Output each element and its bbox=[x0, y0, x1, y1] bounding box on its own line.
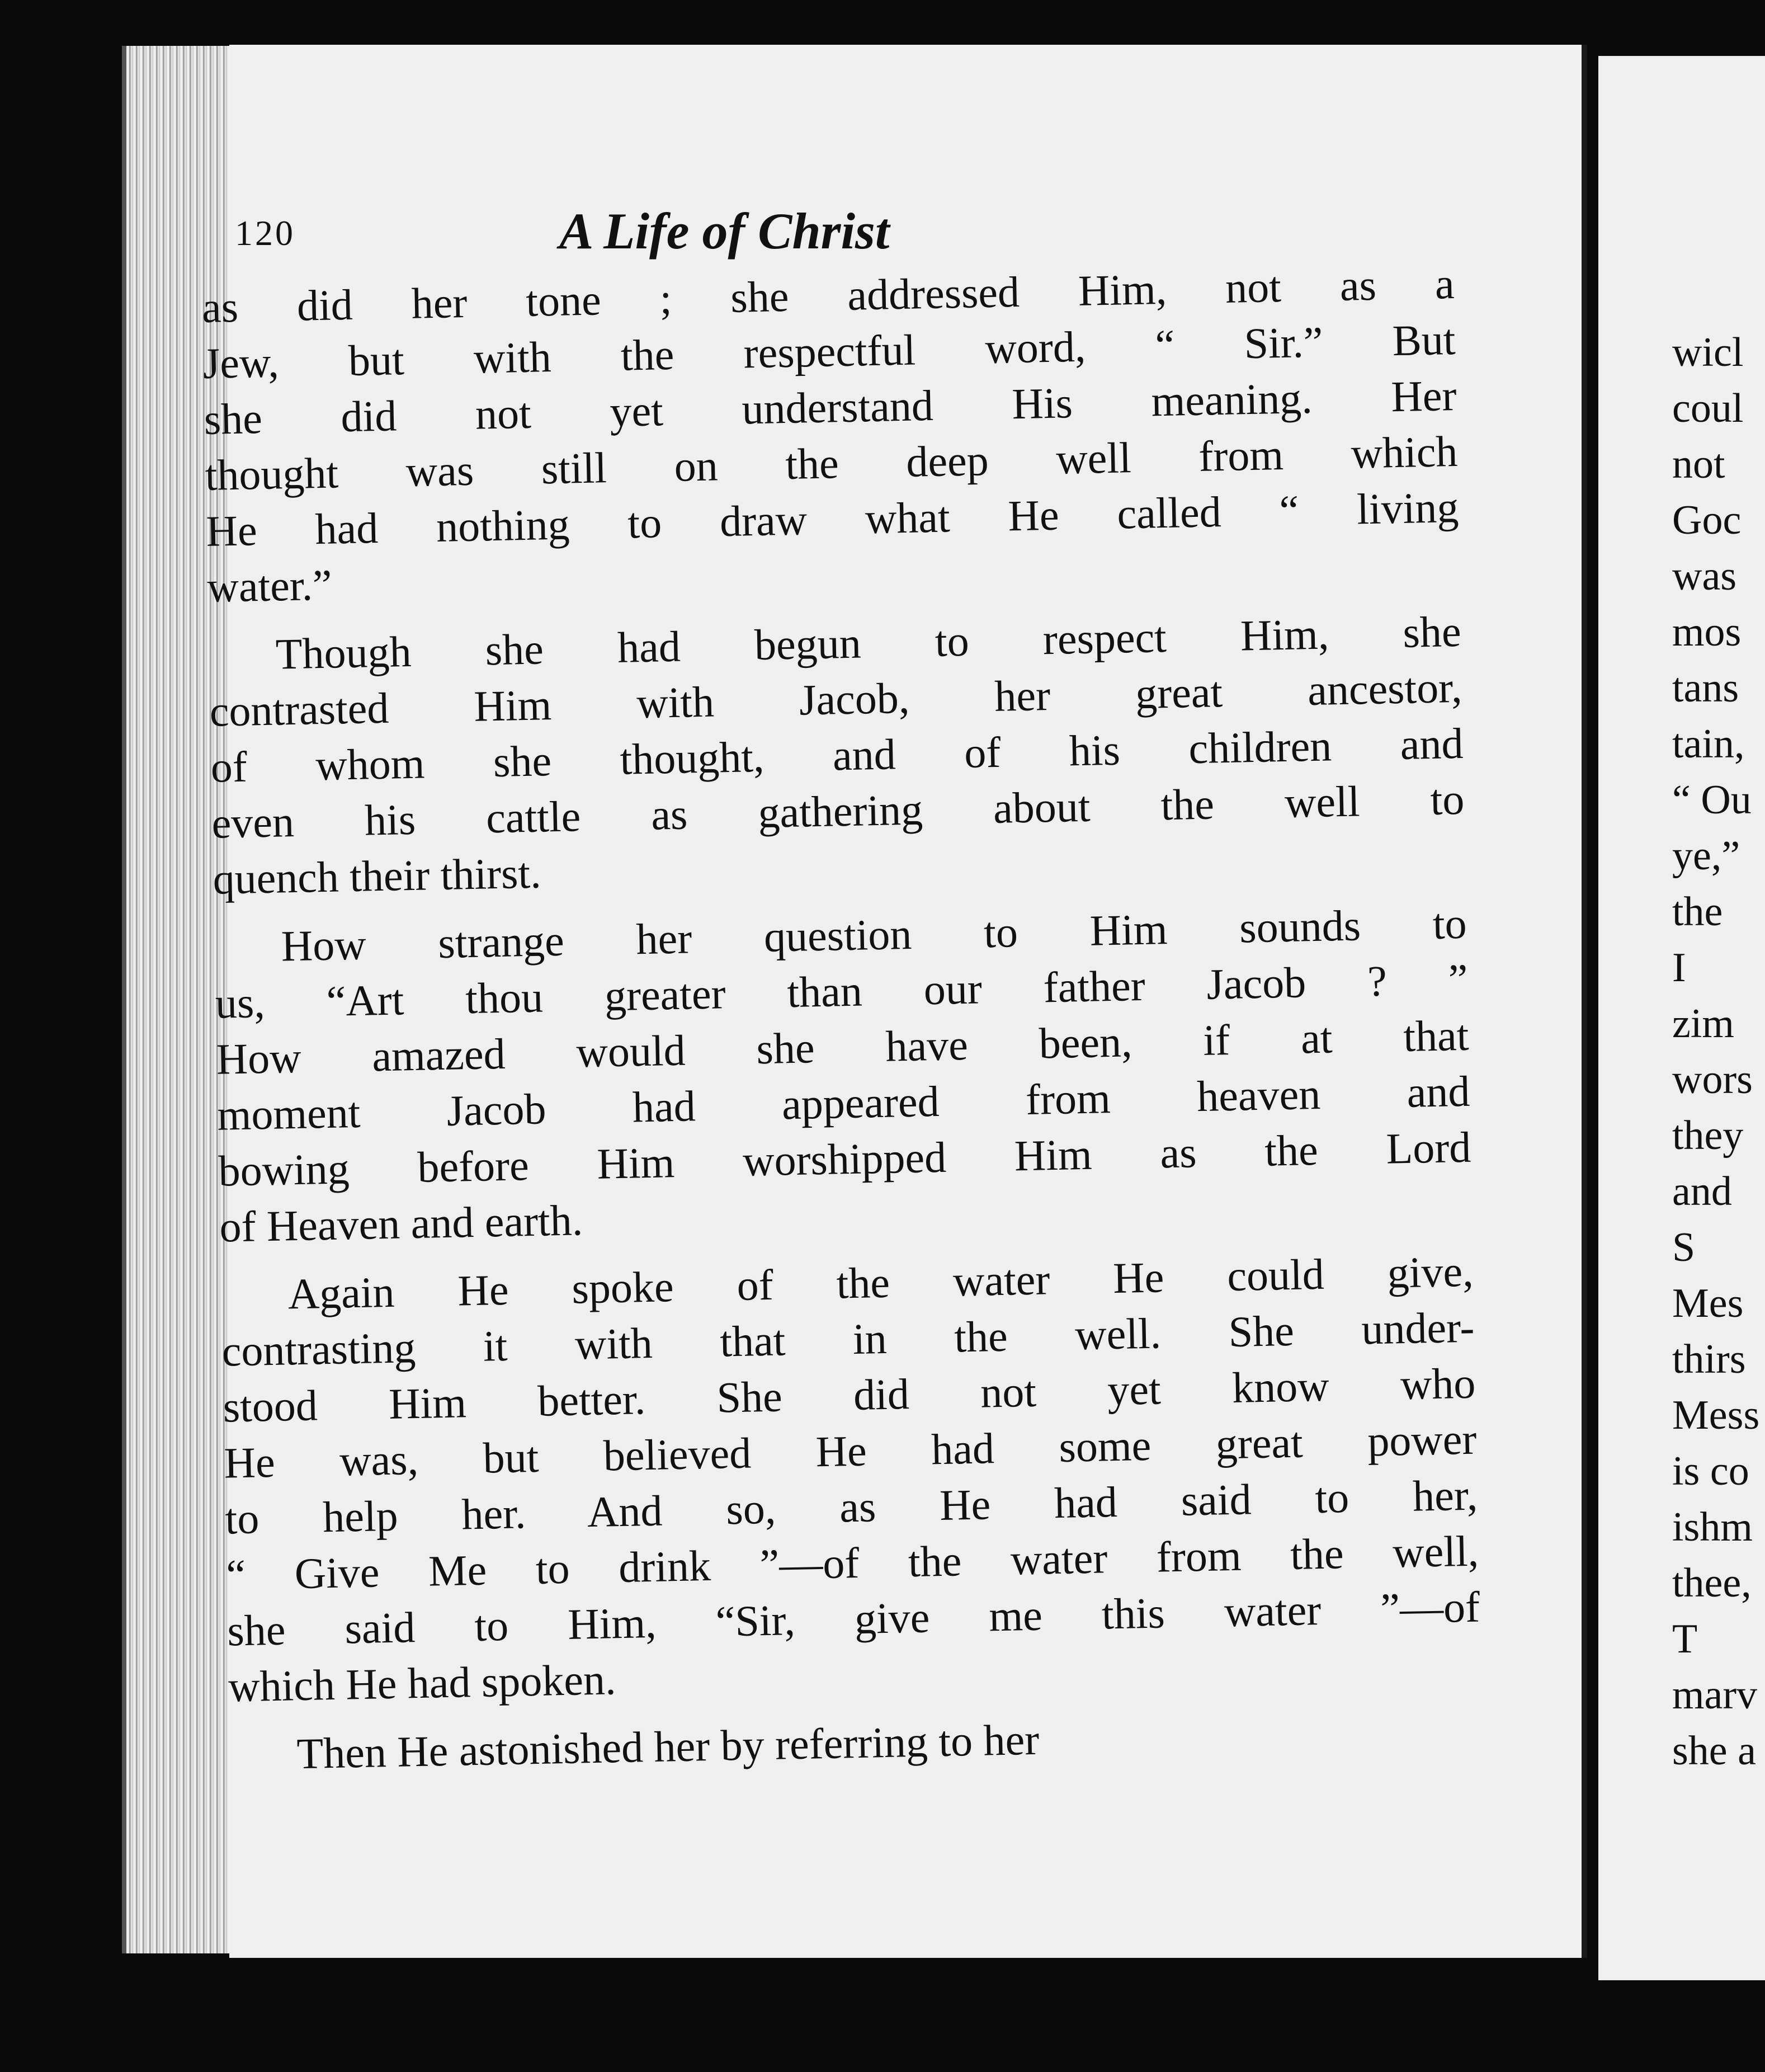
text-line: “ Give Me to drink ”—of the water from the well, bbox=[225, 1526, 1479, 1599]
text-line: contrasting it with that in the well. She under- bbox=[221, 1302, 1475, 1376]
text-line: of Heaven and earth. bbox=[219, 1195, 583, 1251]
text-line: she did not yet understand His meaning. Her bbox=[203, 370, 1457, 444]
text-line: which He had spoken. bbox=[228, 1655, 617, 1711]
text-line: He had nothing to draw what He called “ living bbox=[205, 482, 1460, 555]
right-page-fragment: “ Ou bbox=[1672, 777, 1752, 823]
running-title: A Life of Christ bbox=[559, 203, 890, 260]
right-page-fragment: mos bbox=[1672, 609, 1742, 655]
text-line: Again He spoke of the water He could give, bbox=[287, 1246, 1474, 1318]
right-page-fragment: Mes bbox=[1672, 1280, 1744, 1326]
right-page-fragment: they bbox=[1672, 1113, 1744, 1159]
body-text bbox=[201, 256, 1483, 1796]
text-line: of whom she thought, and of his children and bbox=[210, 718, 1464, 792]
text-line: Then He astonished her by referring to her bbox=[296, 1715, 1040, 1778]
paragraph bbox=[201, 256, 1460, 615]
running-head bbox=[235, 168, 1186, 280]
paragraph bbox=[220, 1244, 1481, 1715]
text-line: How amazed would she have been, if at that bbox=[215, 1010, 1470, 1084]
text-line: thought was still on the deep well from which bbox=[204, 426, 1459, 500]
text-line: bowing before Him worshipped Him as the Lord bbox=[218, 1122, 1472, 1195]
right-page-fragment: coul bbox=[1672, 385, 1744, 431]
text-line: moment Jacob had appeared from heaven and bbox=[216, 1066, 1471, 1139]
right-page-fragment: zim bbox=[1672, 1001, 1734, 1047]
text-line: stood Him better. She did not yet know who bbox=[222, 1358, 1476, 1431]
text-line: water.” bbox=[206, 560, 333, 611]
right-page-text-fragments bbox=[1672, 324, 1765, 1779]
right-page-fragment: wors bbox=[1672, 1057, 1753, 1103]
text-line: How strange her question to Him sounds to bbox=[281, 898, 1467, 971]
page-number: 120 bbox=[235, 213, 295, 253]
right-page-fragment: wicl bbox=[1672, 329, 1744, 375]
text-line: to help her. And so, as He had said to her, bbox=[224, 1470, 1478, 1543]
right-page-fragment: thirs bbox=[1672, 1336, 1746, 1382]
text-line: contrasted Him with Jacob, her great ancestor, bbox=[209, 662, 1463, 736]
text-line: quench their thirst. bbox=[212, 848, 542, 903]
text-line: He was, but believed He had some great power bbox=[223, 1414, 1478, 1487]
right-page-fragment: marv bbox=[1672, 1672, 1758, 1718]
right-page-fragment: Goc bbox=[1672, 497, 1742, 543]
paragraph bbox=[214, 896, 1473, 1255]
right-page-fragment: thee, bbox=[1672, 1560, 1752, 1606]
right-page-fragment: was bbox=[1672, 553, 1737, 599]
text-line: Though she had begun to respect Him, she bbox=[275, 606, 1462, 679]
right-page-fragment: T bbox=[1672, 1616, 1698, 1662]
right-page-fragment: ishm bbox=[1672, 1504, 1753, 1550]
right-page-fragment: tans bbox=[1672, 665, 1739, 711]
right-page-fragment: tain, bbox=[1672, 721, 1745, 767]
text-line: Jew, but with the respectful word, “ Sir.” But bbox=[202, 314, 1456, 388]
right-page-fragment: she a bbox=[1672, 1728, 1756, 1774]
paragraph bbox=[229, 1703, 1483, 1783]
right-page-fragment: is co bbox=[1672, 1448, 1749, 1494]
right-page-fragment: ye,” bbox=[1672, 833, 1740, 879]
text-line: even his cattle as gathering about the well to bbox=[211, 774, 1465, 847]
text-line: us, “Art thou greater than our father Jacob ? ” bbox=[214, 954, 1469, 1028]
text-line: as did her tone ; she addressed Him, not as a bbox=[201, 258, 1455, 332]
right-page-fragment: Mess bbox=[1672, 1392, 1760, 1438]
text-line: she said to Him, “Sir, give me this water ”—of bbox=[226, 1582, 1480, 1655]
right-page-fragment: the bbox=[1672, 889, 1723, 935]
right-page-fragment: and bbox=[1672, 1169, 1732, 1214]
right-page-fragment: S bbox=[1672, 1225, 1696, 1270]
paragraph bbox=[208, 604, 1466, 907]
right-page-fragment: not bbox=[1672, 441, 1725, 487]
right-page-fragment: I bbox=[1672, 945, 1686, 991]
